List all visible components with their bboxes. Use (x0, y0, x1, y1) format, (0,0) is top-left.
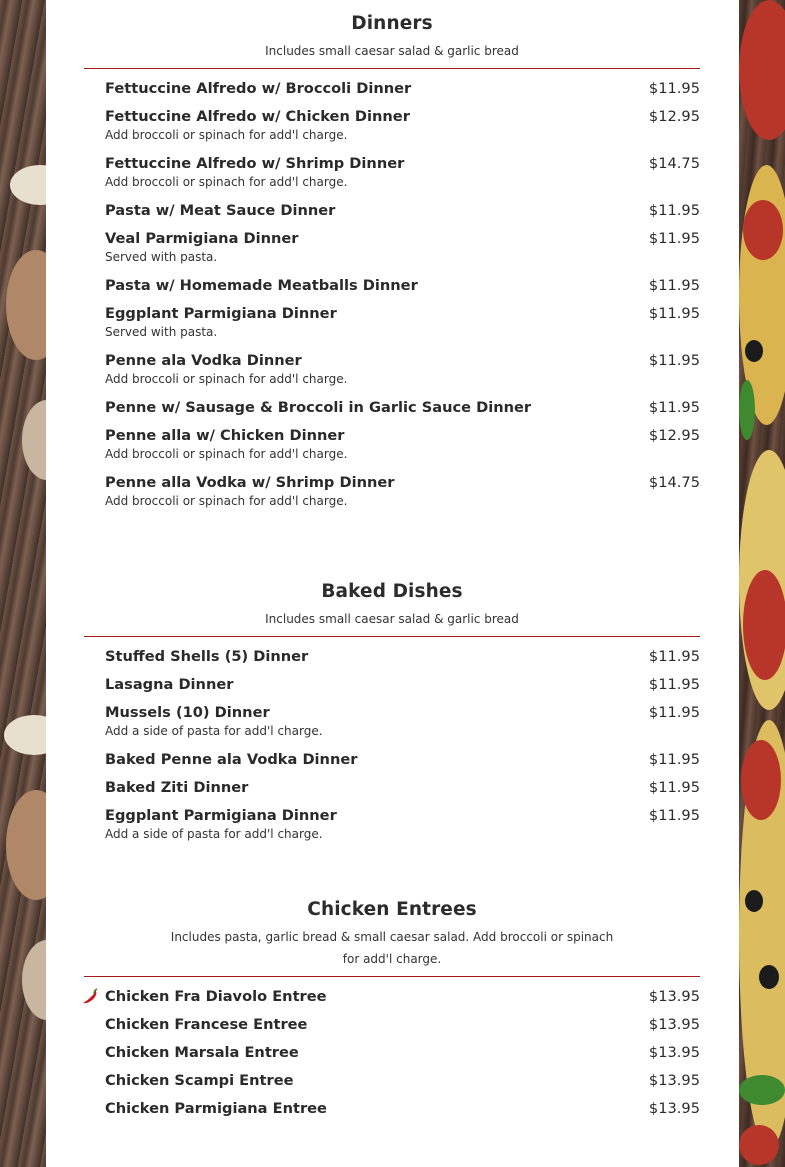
menu-item[interactable] (84, 422, 700, 461)
pizza-decoration (741, 740, 781, 820)
mushroom-decoration (4, 715, 46, 755)
item-name: Pasta w/ Meat Sauce Dinner (105, 202, 336, 219)
item-price: $13.95 (648, 988, 700, 1005)
pizza-decoration (745, 340, 763, 362)
menu-item[interactable] (84, 774, 700, 802)
item-name: Chicken Fra Diavolo Entree (105, 988, 327, 1005)
menu-item[interactable] (84, 75, 700, 103)
item-name: Baked Penne ala Vodka Dinner (105, 751, 358, 768)
item-price: $11.95 (648, 352, 700, 369)
item-note: Add a side of pasta for add'l charge. (105, 827, 323, 841)
item-name: Stuffed Shells (5) Dinner (105, 648, 309, 665)
mushroom-decoration (6, 790, 46, 900)
item-price: $14.75 (648, 155, 700, 172)
item-note: Add broccoli or spinach for add'l charge. (105, 175, 348, 189)
item-price: $12.95 (648, 108, 700, 125)
item-name: Baked Ziti Dinner (105, 779, 249, 796)
item-note: Served with pasta. (105, 250, 218, 264)
menu-item[interactable] (84, 300, 700, 339)
pizza-decoration (743, 200, 783, 260)
mushroom-decoration (10, 165, 46, 205)
menu-page (46, 0, 739, 1167)
item-price: $11.95 (648, 676, 700, 693)
menu-item-list (84, 643, 700, 841)
item-name: Penne w/ Sausage & Broccoli in Garlic Sauce Dinner (105, 399, 532, 416)
chili-pepper-icon (82, 988, 100, 1006)
item-price: $13.95 (648, 1072, 700, 1089)
menu-item[interactable] (84, 469, 700, 508)
item-name: Fettuccine Alfredo w/ Shrimp Dinner (105, 155, 405, 172)
item-name: Veal Parmigiana Dinner (105, 230, 299, 247)
item-price: $13.95 (648, 1100, 700, 1117)
menu-item[interactable] (84, 643, 700, 671)
item-price: $11.95 (648, 305, 700, 322)
item-price: $12.95 (648, 427, 700, 444)
item-name: Chicken Scampi Entree (105, 1072, 294, 1089)
item-note: Add a side of pasta for add'l charge. (105, 724, 323, 738)
menu-item[interactable] (84, 1067, 700, 1095)
menu-item[interactable] (84, 103, 700, 142)
menu-item[interactable] (84, 347, 700, 386)
section-title: Baked Dishes (321, 581, 463, 602)
item-name: Pasta w/ Homemade Meatballs Dinner (105, 277, 418, 294)
item-price: $14.75 (648, 474, 700, 491)
section-subtitle: Includes pasta, garlic bread & small caesar salad. Add broccoli or spinach for add'l charge. (170, 930, 614, 966)
menu-section-dinners (84, 13, 700, 516)
item-name: Chicken Parmigiana Entree (105, 1100, 327, 1117)
menu-item[interactable] (84, 671, 700, 699)
section-divider (84, 976, 700, 977)
menu-item[interactable] (84, 746, 700, 774)
menu-item[interactable] (84, 1039, 700, 1067)
item-price: $11.95 (648, 807, 700, 824)
pizza-decoration (739, 1075, 785, 1105)
item-price: $13.95 (648, 1044, 700, 1061)
item-name: Fettuccine Alfredo w/ Broccoli Dinner (105, 80, 412, 97)
section-subtitle: Includes small caesar salad & garlic bread (265, 44, 519, 58)
section-divider (84, 636, 700, 637)
menu-item[interactable] (84, 1011, 700, 1039)
item-price: $11.95 (648, 277, 700, 294)
item-name: Chicken Marsala Entree (105, 1044, 299, 1061)
item-name: Penne alla Vodka w/ Shrimp Dinner (105, 474, 395, 491)
menu-item[interactable] (84, 150, 700, 189)
item-note: Add broccoli or spinach for add'l charge. (105, 447, 348, 461)
section-title: Chicken Entrees (307, 899, 477, 920)
menu-item[interactable] (84, 394, 700, 422)
item-price: $11.95 (648, 399, 700, 416)
menu-section-baked-dishes (84, 581, 700, 849)
background-left-wood (0, 0, 46, 1167)
menu-item[interactable] (84, 699, 700, 738)
menu-item[interactable] (84, 983, 700, 1011)
pizza-decoration (745, 890, 763, 912)
menu-item[interactable] (84, 802, 700, 841)
item-price: $11.95 (648, 648, 700, 665)
item-name: Eggplant Parmigiana Dinner (105, 807, 337, 824)
pizza-decoration (739, 1125, 779, 1165)
pizza-decoration (759, 965, 779, 989)
section-subtitle: Includes small caesar salad & garlic bread (265, 612, 519, 626)
item-price: $11.95 (648, 779, 700, 796)
menu-item[interactable] (84, 197, 700, 225)
mushroom-decoration (22, 940, 46, 1020)
menu-item[interactable] (84, 1095, 700, 1123)
menu-item[interactable] (84, 225, 700, 264)
item-name: Mussels (10) Dinner (105, 704, 270, 721)
item-name: Eggplant Parmigiana Dinner (105, 305, 337, 322)
item-price: $11.95 (648, 704, 700, 721)
item-price: $13.95 (648, 1016, 700, 1033)
menu-item[interactable] (84, 272, 700, 300)
section-divider (84, 68, 700, 69)
pizza-decoration (739, 0, 785, 140)
item-note: Add broccoli or spinach for add'l charge. (105, 128, 348, 142)
item-name: Fettuccine Alfredo w/ Chicken Dinner (105, 108, 410, 125)
item-name: Penne ala Vodka Dinner (105, 352, 302, 369)
menu-section-chicken-entrees (84, 899, 700, 1123)
mushroom-decoration (6, 250, 46, 360)
item-name: Penne alla w/ Chicken Dinner (105, 427, 345, 444)
background-right-pizza (739, 0, 785, 1167)
item-note: Served with pasta. (105, 325, 218, 339)
pizza-decoration (743, 570, 785, 680)
menu-item-list (84, 983, 700, 1123)
pizza-decoration (739, 380, 755, 440)
item-price: $11.95 (648, 230, 700, 247)
item-note: Add broccoli or spinach for add'l charge. (105, 494, 348, 508)
item-price: $11.95 (648, 80, 700, 97)
item-name: Chicken Francese Entree (105, 1016, 308, 1033)
item-name: Lasagna Dinner (105, 676, 234, 693)
menu-item-list (84, 75, 700, 508)
section-title: Dinners (351, 13, 433, 34)
item-price: $11.95 (648, 202, 700, 219)
item-note: Add broccoli or spinach for add'l charge. (105, 372, 348, 386)
mushroom-decoration (22, 400, 46, 480)
item-price: $11.95 (648, 751, 700, 768)
